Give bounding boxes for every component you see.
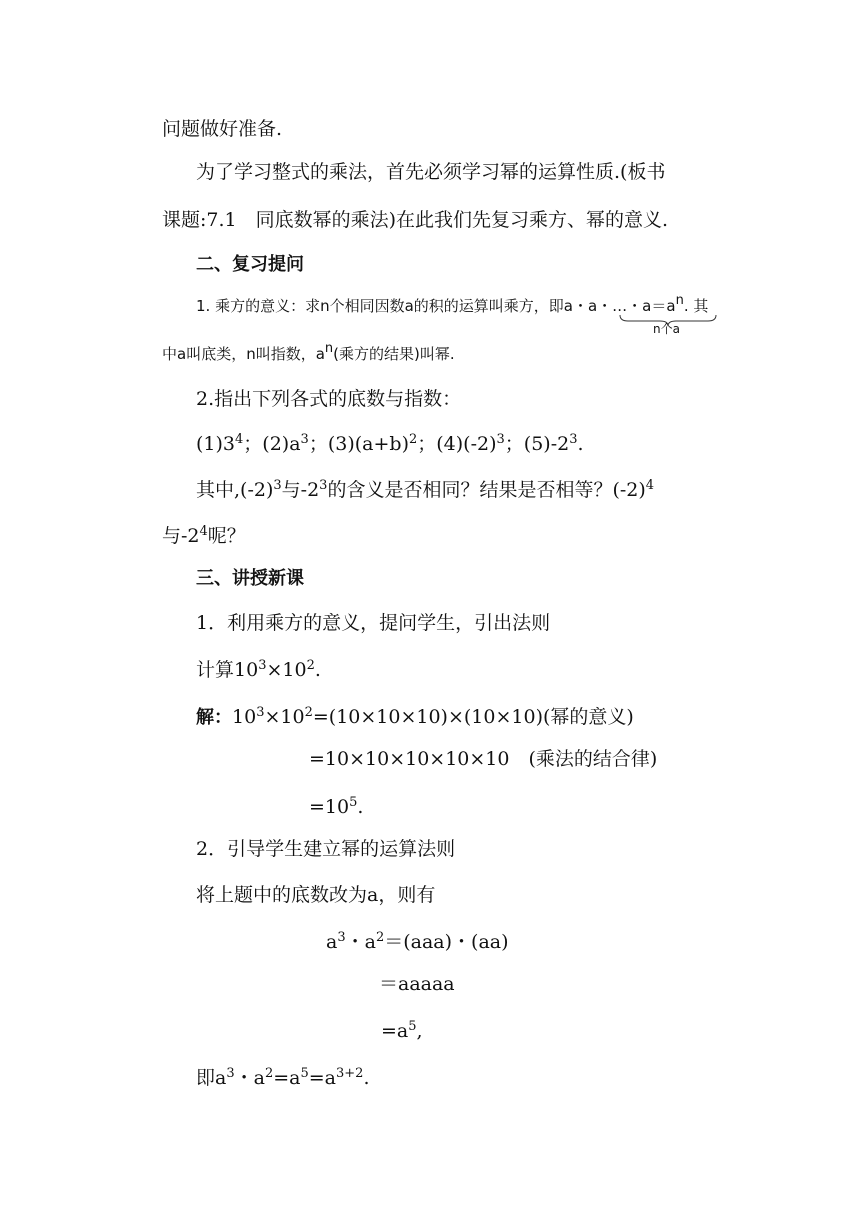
solution-line bbox=[309, 795, 363, 819]
text: 与-2 bbox=[162, 525, 200, 547]
solution-line: =10×10×10×10×10 (乘法的结合律) bbox=[309, 748, 658, 770]
text: =10 bbox=[309, 796, 350, 818]
exercise-line bbox=[196, 432, 584, 456]
equation-line bbox=[326, 930, 509, 954]
text: , bbox=[416, 1020, 423, 1042]
text: . bbox=[357, 796, 364, 818]
definition-text: . 其 bbox=[683, 297, 709, 315]
text: ・a bbox=[234, 1067, 265, 1089]
text: (1)3 bbox=[196, 433, 236, 455]
superscript: 3+2 bbox=[336, 1066, 364, 1081]
text: 即a bbox=[196, 1067, 227, 1089]
section-heading: 三、讲授新课 bbox=[196, 568, 304, 589]
superscript: 3 bbox=[319, 478, 328, 493]
text-line: 2.指出下列各式的底数与指数： bbox=[196, 388, 462, 410]
brace-label: n个a bbox=[653, 322, 680, 336]
superscript: 3 bbox=[273, 478, 282, 493]
solution-label: 解： bbox=[196, 707, 232, 728]
text: ；(2)a bbox=[243, 433, 301, 455]
text: ；(5)-2 bbox=[504, 433, 570, 455]
text: 的含义是否相同？结果是否相等？(-2) bbox=[327, 479, 646, 501]
text: =a bbox=[308, 1067, 336, 1089]
superscript: 2 bbox=[304, 705, 313, 720]
superscript: 3 bbox=[337, 930, 346, 945]
text: 呢？ bbox=[207, 525, 246, 547]
text: . bbox=[577, 433, 584, 455]
equation-line: ＝aaaaa bbox=[379, 973, 455, 995]
superscript: 5 bbox=[300, 1066, 309, 1081]
superscript: 2 bbox=[264, 1066, 274, 1081]
superscript: 3 bbox=[256, 705, 265, 720]
text: ・a bbox=[345, 931, 376, 953]
superscript: 3 bbox=[496, 432, 505, 447]
definition-text: 中a叫底类，n叫指数，a bbox=[162, 345, 325, 363]
text: . bbox=[314, 659, 321, 681]
superscript: n bbox=[324, 341, 334, 356]
equation-line bbox=[381, 1019, 423, 1043]
text: ×10 bbox=[264, 706, 305, 728]
text-line bbox=[162, 524, 246, 548]
text: =(10×10×10)×(10×10)(幂的意义) bbox=[312, 706, 634, 728]
superscript: 2 bbox=[375, 930, 385, 945]
text-line: 2．引导学生建立幂的运算法则 bbox=[196, 838, 456, 860]
text: ；(3)(a+b) bbox=[308, 433, 409, 455]
definition-line bbox=[162, 342, 455, 366]
text: ；(4)(-2) bbox=[417, 433, 497, 455]
superscript: 4 bbox=[645, 478, 655, 493]
text-line: 1．利用乘方的意义，提问学生，引出法则 bbox=[196, 612, 551, 634]
text: ×10 bbox=[266, 659, 307, 681]
result-line bbox=[196, 1066, 369, 1090]
text: =a bbox=[381, 1020, 409, 1042]
definition-text: 1. 乘方的意义：求n个相同因数a的积的运算叫乘方，即 bbox=[196, 297, 564, 315]
superscript: 5 bbox=[408, 1019, 417, 1034]
text-line: 问题做好准备. bbox=[162, 118, 283, 140]
text-line bbox=[196, 478, 654, 502]
text: =a bbox=[273, 1067, 301, 1089]
text: 其中,(-2) bbox=[196, 479, 274, 501]
text: 10 bbox=[232, 706, 257, 728]
text: ＝(aaa)・(aa) bbox=[384, 931, 509, 953]
text: 与-2 bbox=[281, 479, 320, 501]
superscript: 3 bbox=[300, 432, 309, 447]
formula: a・a・…・a＝a bbox=[563, 297, 676, 315]
superscript: 3 bbox=[226, 1066, 235, 1081]
text-line: 课题:7.1 同底数幂的乘法)在此我们先复习乘方、幂的意义. bbox=[162, 209, 669, 231]
superscript: 3 bbox=[258, 658, 267, 673]
text: a bbox=[326, 931, 338, 953]
text: 计算10 bbox=[196, 659, 259, 681]
superscript: 4 bbox=[235, 432, 244, 447]
superscript: n bbox=[675, 293, 684, 308]
text-line bbox=[196, 658, 321, 682]
superscript: 3 bbox=[569, 432, 578, 447]
superscript: 2 bbox=[408, 432, 418, 447]
superscript: 5 bbox=[349, 795, 358, 810]
definition-text: (乘方的结果)叫幂. bbox=[333, 345, 455, 363]
text: . bbox=[363, 1067, 370, 1089]
superscript: 2 bbox=[306, 658, 315, 673]
solution-line bbox=[196, 705, 634, 730]
section-heading: 二、复习提问 bbox=[196, 254, 304, 275]
text-line: 为了学习整式的乘法，首先必须学习幂的运算性质.(板书 bbox=[196, 161, 666, 183]
text-line: 将上题中的底数改为a，则有 bbox=[196, 884, 436, 906]
superscript: 4 bbox=[199, 524, 208, 539]
